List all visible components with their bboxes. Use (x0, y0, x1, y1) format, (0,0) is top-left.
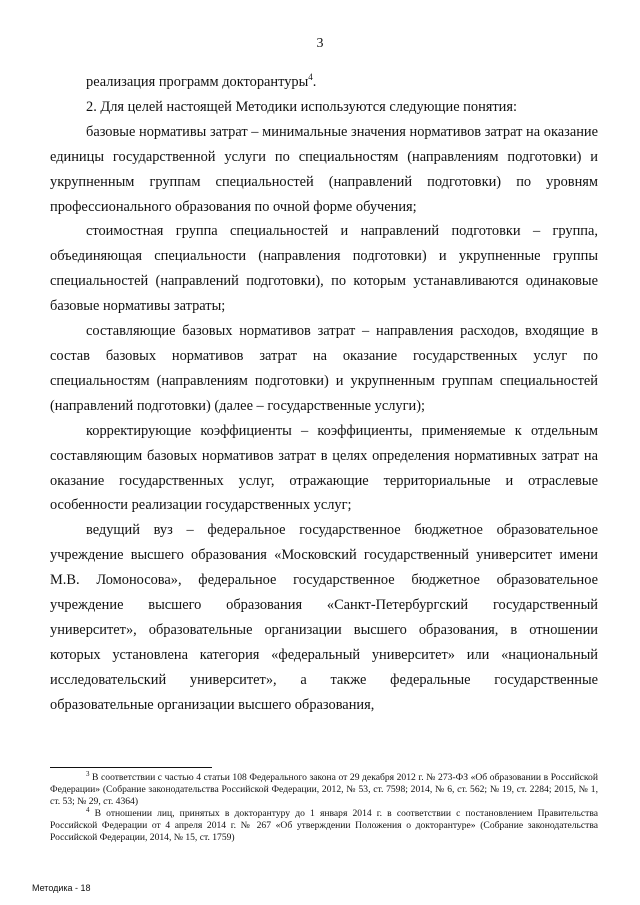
paragraph: 2. Для целей настоящей Методики используются следующие понятия: (86, 98, 518, 115)
paragraph: базовые нормативы затрат – минимальные значения нормативов затрат на оказание единицы государственной услуги по специальностям (направлениям подготовки) и укрупненным группам специальностей (направлений подготовки) по уровням профессионального образования по очной форме обучения; (50, 123, 598, 215)
paragraph: корректирующие коэффициенты – коэффициенты, применяемые к отдельным составляющим базовых нормативов затрат в целях определения нормативных затрат на оказание государственных услуг, отражающие территориальные и отраслевые особенности реализации государственных услуг; (50, 422, 598, 514)
footnote: $^4$ В отношении лиц, принятых в докторантуру до 1 января 2014 г. в соответствии с постановлением Правительства Российской Федерации от 4 апреля 2014 г. № 267 «Об утверждении Положения о докторантуре» (Собрание законодательства Российской Федерации, 2014, № 15, ст. 1759) (50, 805, 598, 843)
paragraph: составляющие базовых нормативов затрат – направления расходов, входящие в состав базовых нормативов затрат на оказание государственных услуг по специальностям (направлениям подготовки) и укрупненным группам специальностей (направлений подготовки) (далее – государственные услуги); (50, 323, 598, 414)
page-number: 3 (316, 36, 324, 51)
footnote-ref: 4 (308, 72, 313, 83)
paragraph: реализация программ докторантуры$^4$. (86, 72, 317, 90)
footnote-separator (50, 767, 212, 768)
page-footer: Методика - 18 (32, 883, 91, 893)
paragraph: ведущий вуз – федеральное государственное бюджетное образовательное учреждение высшего образования «Московский государственный университет имени М.В. Ломоносова», федеральное государственное бюджетное образовательное учреждение высшего образования «Санкт-Петербургский государственный университет», образовательные организации высшего образования, в отношении которых установлена категория «федеральный университет» или «национальный исследовательский университет», а также федеральные государственные образовательные организации высшего образования, (50, 522, 598, 713)
footnotes (50, 769, 598, 844)
footnote: $^3$ В соответствии с частью 4 статьи 108 Федерального закона от 29 декабря 2012 г. № 273-ФЗ «Об образовании в Российской Федерации» (Собрание законодательства Российской Федерации, 2012, № 53, ст. 7598; 2014, № 6, ст. 562; № 19, ст. 2284; 2015, № 1, ст. 53; № 29, ст. 4364) (50, 769, 598, 807)
document-body (50, 70, 598, 718)
paragraph: стоимостная группа специальностей и направлений подготовки – группа, объединяющая специальности (направления подготовки) и укрупненные группы специальностей (направлений подготовки), по которым устанавливаются одинаковые базовые нормативы затраты; (50, 223, 598, 315)
